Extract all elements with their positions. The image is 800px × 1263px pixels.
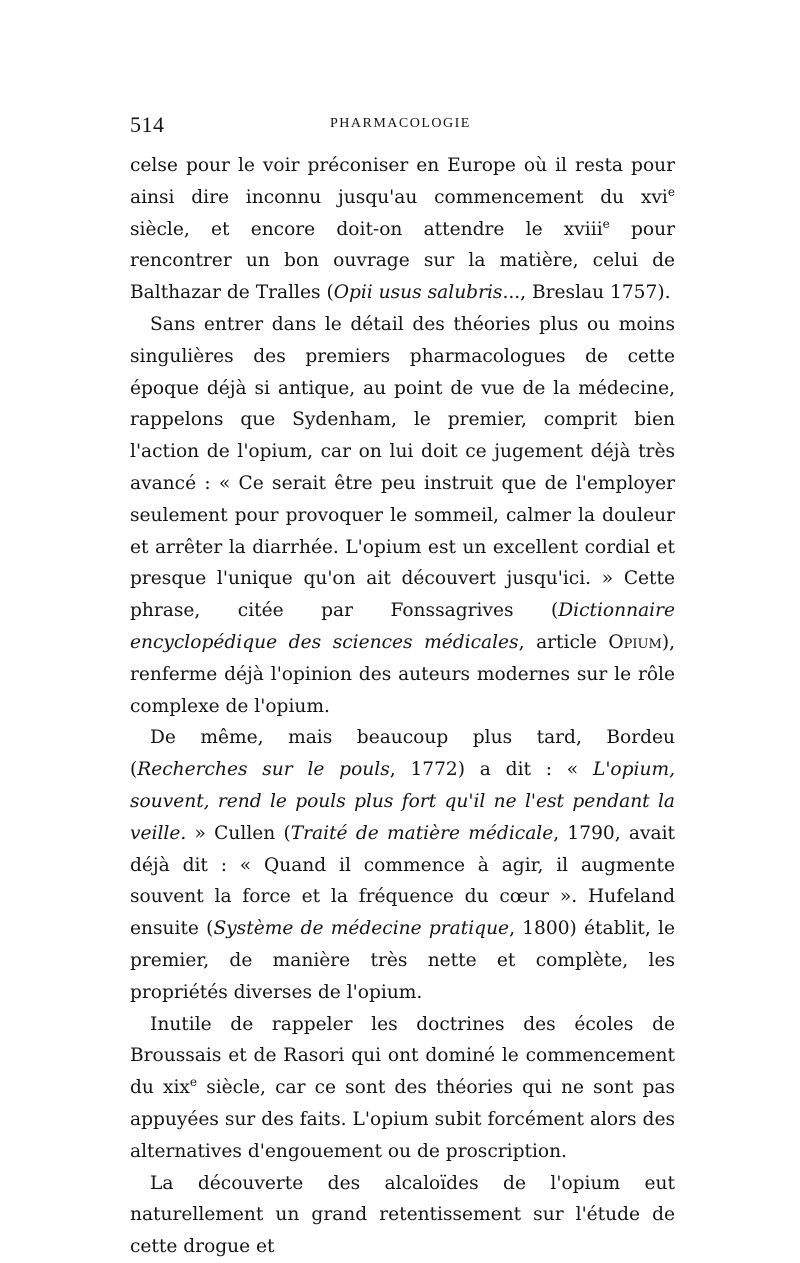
page-header [130,112,675,148]
text-segment: celse pour le voir préconiser en Europe où il resta pour ainsi dire inconnu jusqu'au commencement du xvi [130,155,675,208]
superscript: e [189,1074,198,1089]
running-head: PHARMACOLOGIE [330,116,471,131]
text-segment: siècle, car ce sont des théories qui ne sont pas appuyées sur des faits. L'opium subit forcément alors des alternatives d'engouement ou de proscription. [130,1077,675,1162]
text-segment: Opium [608,631,662,653]
paragraph [130,1009,675,1168]
italic-text: L'opium, souvent, rend le pouls plus fort qu'il ne l'est pendant la veille. [130,759,675,844]
superscript: e [602,216,610,231]
text-segment: ..., Breslau 1757). [502,282,671,304]
text-segment: La découverte des alcaloïdes de l'opium eut naturellement un grand retentissement sur l'étude de cette drogue et [130,1172,675,1258]
text-segment: siècle, et encore doit-on attendre le xviii [130,218,603,240]
italic-text: Système de médecine pratique [213,918,510,940]
paragraph [130,722,675,1008]
text-segment: pour rencontrer un bon ouvrage sur la matière, celui de Balthazar de Tralles ( [130,218,675,304]
page-number: 514 [130,112,165,137]
body-text [130,150,675,1263]
text-segment: Inutile de rappeler les doctrines des écoles de Broussais et de Rasori qui ont dominé le commencement du xix [130,1013,675,1099]
text-segment: De même, mais beaucoup plus tard, Bordeu ( [130,727,675,781]
paragraph [130,309,675,722]
italic-text: Dictionnaire encyclopédique des sciences médicales [130,600,675,653]
text-segment: , 1790, avait déjà dit : « Quand il commence à agir, il augmente souvent la force et la fréquence du cœur ». Hufeland ensuite ( [130,822,675,940]
italic-text: Opii usus salubris [333,282,503,304]
italic-text: Recherches sur le pouls [137,759,390,781]
text-segment: , 1772) a dit : « [389,759,593,781]
paragraph [130,1168,675,1263]
text-segment: ), renferme déjà l'opinion des auteurs modernes sur le rôle complexe de l'opium. [130,631,675,717]
italic-text: Traité de matière médicale [290,822,554,844]
text-segment: , article [518,631,609,653]
book-page [130,112,675,1263]
text-segment: , 1800) établit, le premier, de manière très nette et complète, les propriétés diverses de l'opium. [130,918,675,1003]
text-segment: Sans entrer dans le détail des théories plus ou moins singulières des premiers pharmacologues de cette époque déjà si antique, au point de vue de la médecine, rappelons que Sydenham, le premier, comprit bien l'action de l'opium, car on lui doit ce jugement déjà très avancé : « Ce serait être peu instruit que de l'employer seulement pour provoquer le sommeil, calmer la douleur et arrêter la diarrhée. L'opium est un excellent cordial et presque l'unique qu'on ait découvert jusqu'ici. » Cette phrase, citée par Fonssagrives ( [130,313,675,622]
paragraph [130,150,675,309]
text-segment: » Cullen ( [186,822,291,844]
superscript: e [667,184,675,199]
